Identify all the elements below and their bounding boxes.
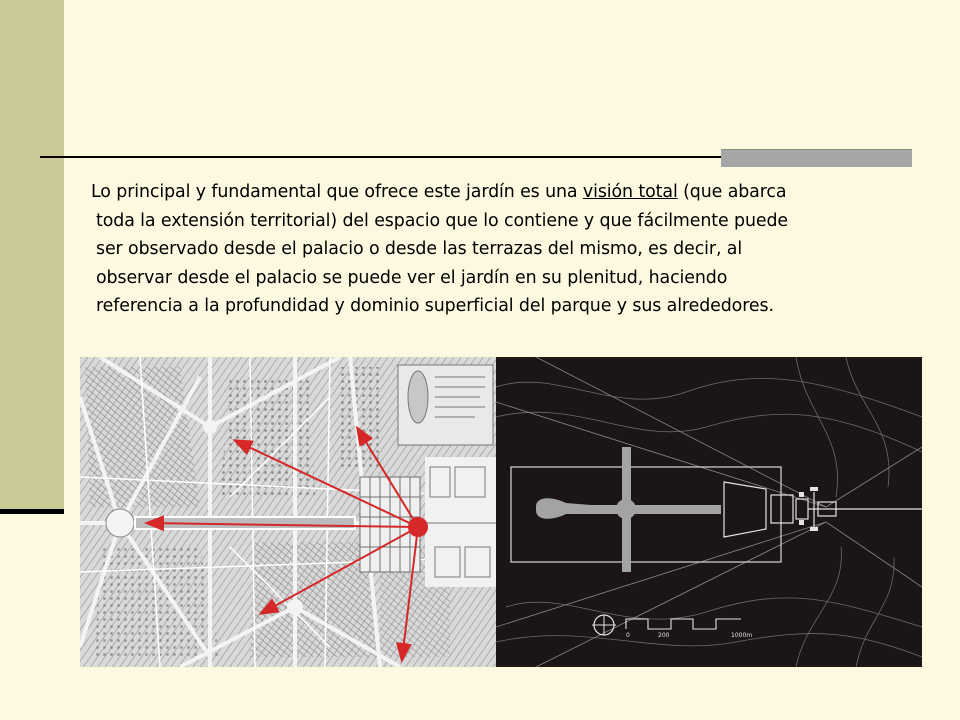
paragraph-line-4: observar desde el palacio se puede ver el jardín en su plenitud, haciendo [96, 267, 728, 288]
north-roundabout [203, 420, 217, 434]
scale-label-0: 0 [626, 632, 630, 639]
palace-viewpoint-marker [408, 517, 428, 537]
map-cartouche [398, 365, 493, 445]
paragraph-line-5: referencia a la profundidad y dominio superficial del parque y sus alrededores. [96, 296, 774, 317]
paragraph-line-1-end: (que abarca [677, 182, 787, 202]
paragraph-line-1-start: Lo principal y fundamental que ofrece este jardín es una [91, 182, 583, 202]
garden-map-engraving [80, 357, 496, 667]
underlined-term: visión total [582, 182, 678, 202]
title-accent-bar [721, 149, 912, 167]
south-roundabout [287, 599, 303, 615]
paragraph-line-3: ser observado desde el palacio o desde las terrazas del mismo, es decir, al [96, 239, 743, 260]
left-side-rule [0, 509, 64, 514]
scale-label-200: 200 [658, 632, 670, 639]
garden-plan-drawing [496, 357, 922, 667]
paragraph-line-1 [86, 178, 886, 207]
garden-map-drawing [80, 357, 496, 667]
body-paragraph [86, 178, 886, 321]
left-side-band [0, 0, 64, 512]
figures-area [80, 357, 922, 667]
west-roundabout [106, 509, 134, 537]
paragraph-line-2: toda la extensión territorial) del espacio que lo contiene y que fácilmente puede [96, 210, 789, 231]
scale-label-1000: 1000m [731, 632, 753, 639]
plan-svg [496, 357, 922, 667]
